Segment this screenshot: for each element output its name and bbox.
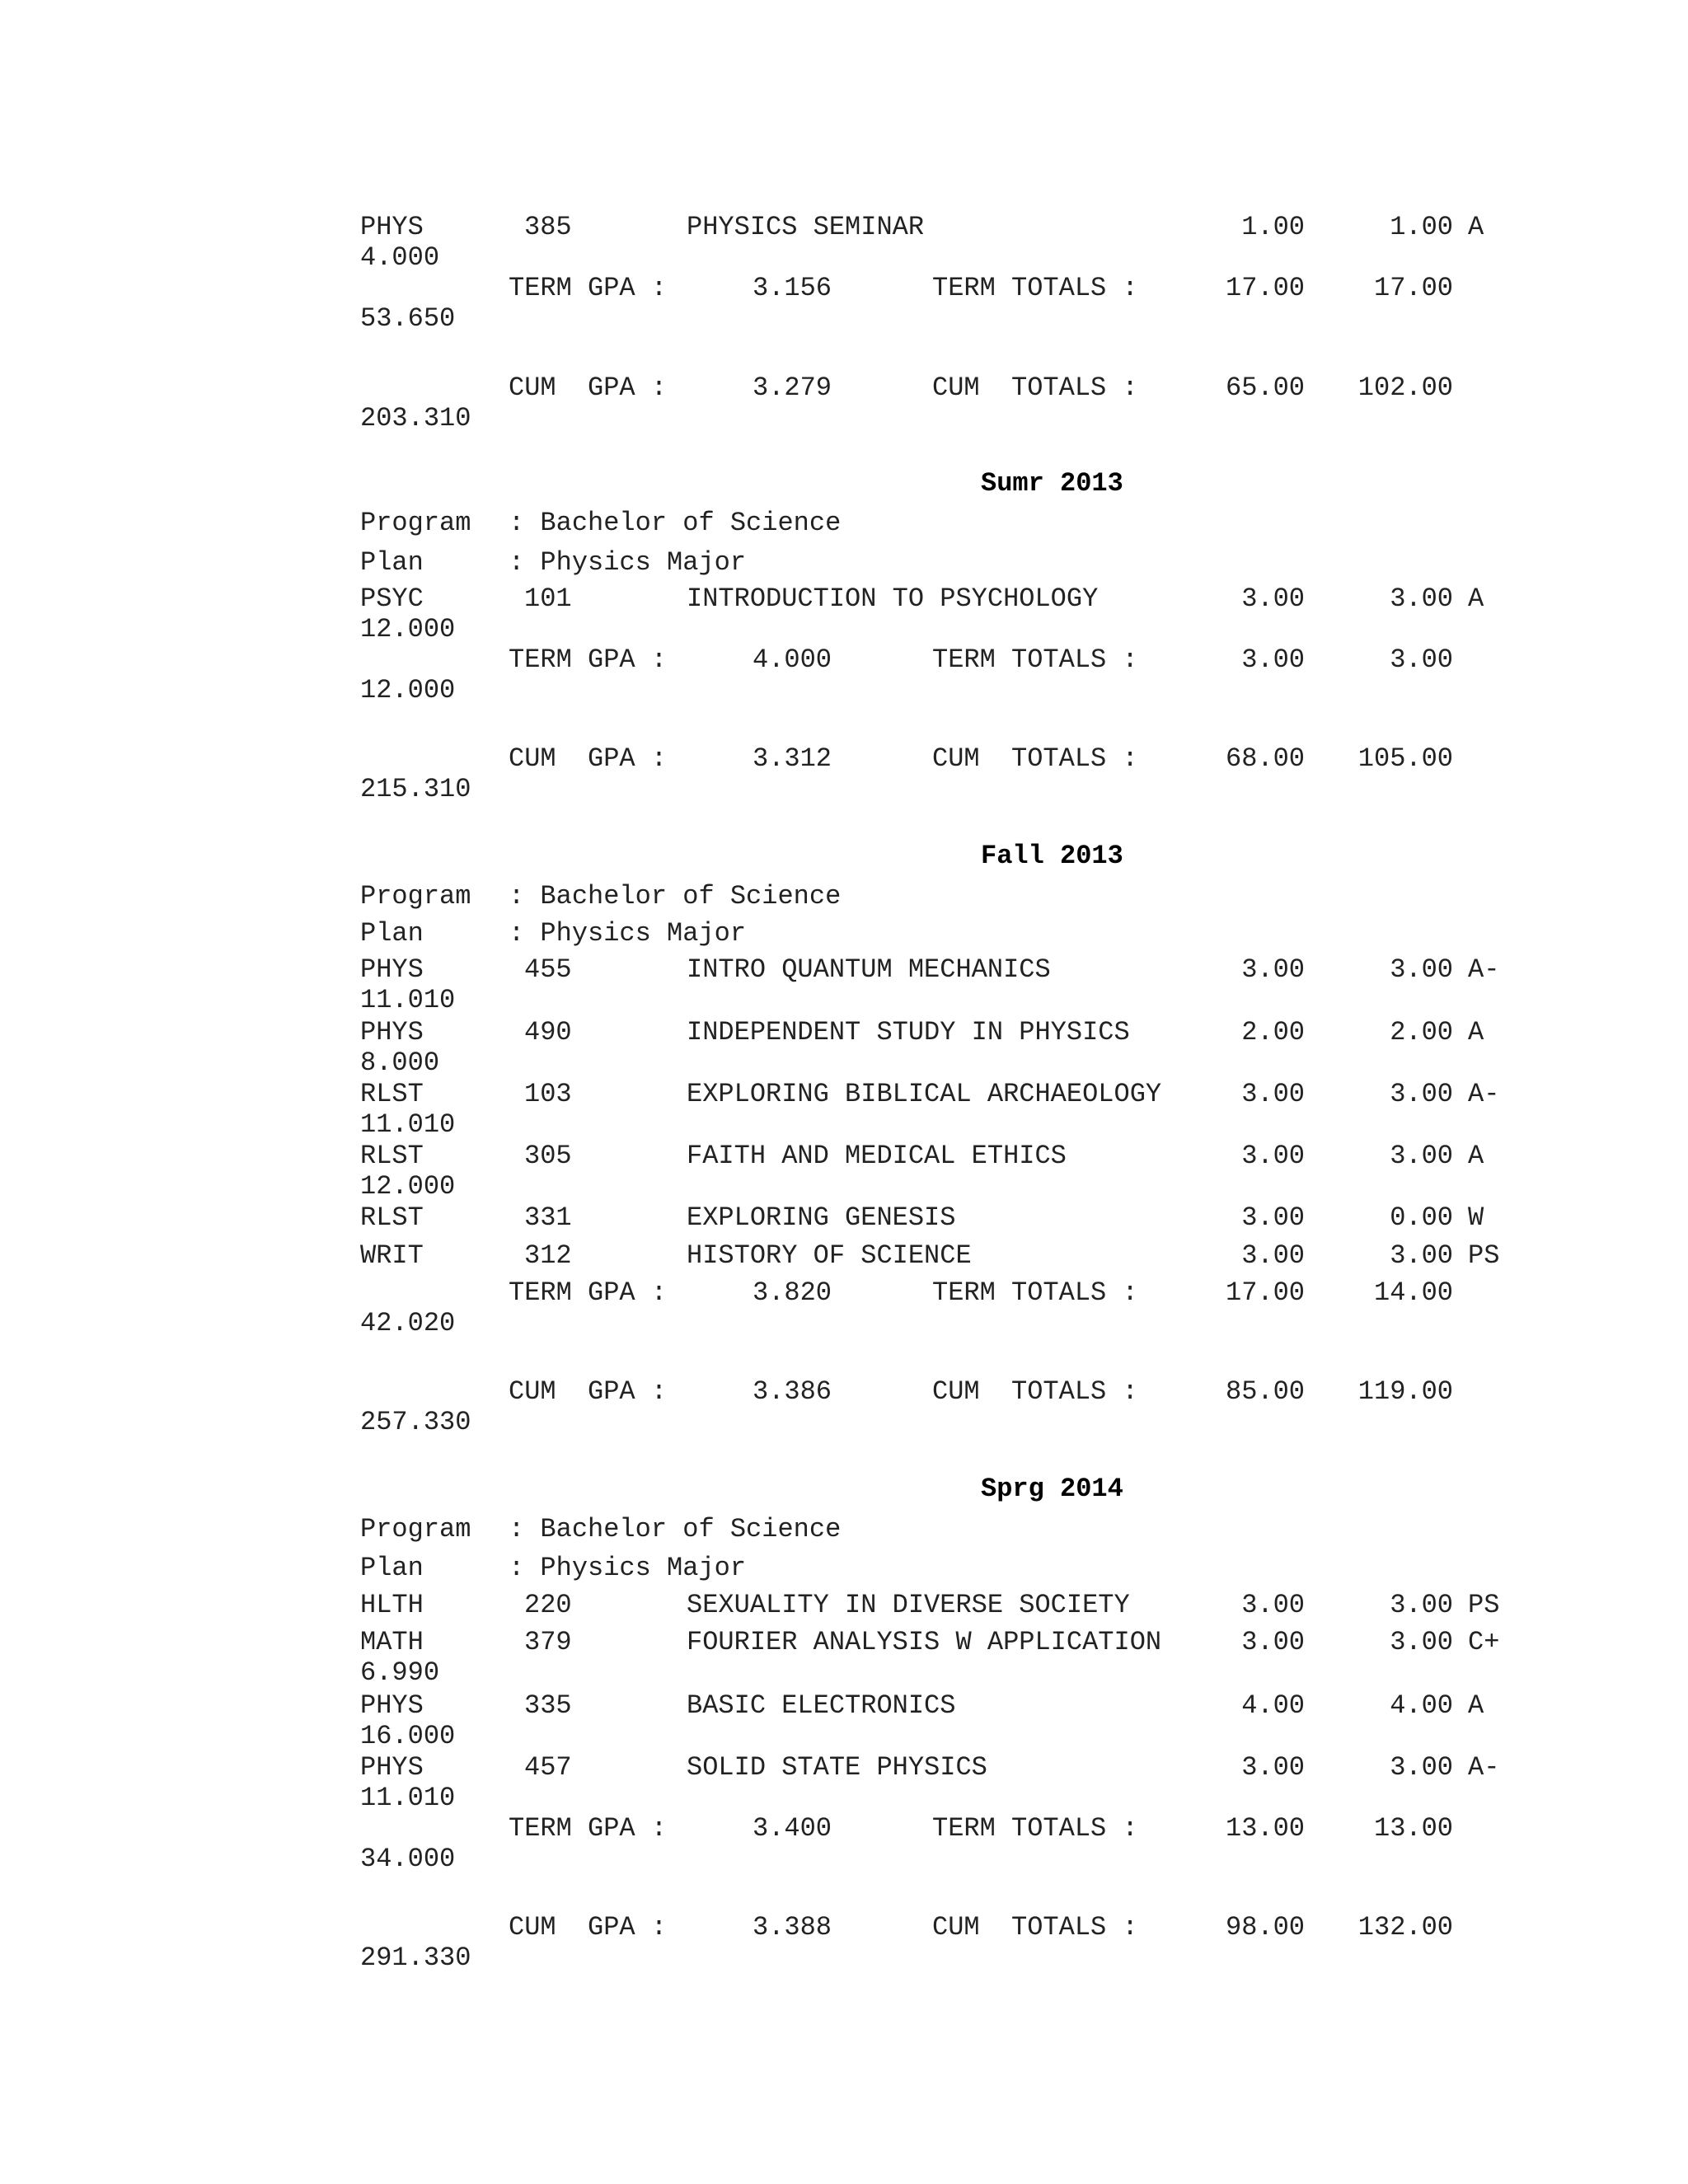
field-value: : Physics Major (509, 918, 747, 949)
attempted-units: 85.00 (1225, 1376, 1305, 1407)
grade-points: 291.330 (360, 1943, 471, 1973)
course-title: FAITH AND MEDICAL ETHICS (687, 1141, 1067, 1171)
grade: PS (1468, 1240, 1500, 1271)
grade-points: 34.000 (360, 1844, 456, 1874)
grade: A (1468, 583, 1484, 614)
course-title: INTRODUCTION TO PSYCHOLOGY (687, 583, 1099, 614)
course-title: SEXUALITY IN DIVERSE SOCIETY (687, 1590, 1130, 1620)
grade-points: 16.000 (360, 1721, 456, 1751)
earned-units: 3.00 (1390, 1141, 1453, 1171)
gpa-label: CUM GPA : (509, 373, 668, 403)
grade: A- (1468, 954, 1500, 985)
totals-label: TERM TOTALS : (932, 1813, 1138, 1844)
attempted-units: 3.00 (1241, 1202, 1305, 1233)
gpa-label: TERM GPA : (509, 644, 668, 675)
field-value: : Bachelor of Science (509, 1514, 842, 1544)
grade: A (1468, 1141, 1484, 1171)
course-title: SOLID STATE PHYSICS (687, 1752, 987, 1783)
grade: A (1468, 1017, 1484, 1047)
course-number: 101 (524, 583, 572, 614)
earned-units: 3.00 (1390, 1240, 1453, 1271)
grade-points: 4.000 (360, 242, 440, 273)
course-number: 379 (524, 1627, 572, 1657)
attempted-units: 4.00 (1241, 1690, 1305, 1721)
course-dept: PHYS (360, 212, 424, 242)
course-number: 335 (524, 1690, 572, 1721)
attempted-units: 2.00 (1241, 1017, 1305, 1047)
gpa-label: CUM GPA : (509, 743, 668, 774)
totals-label: CUM TOTALS : (932, 1376, 1138, 1407)
earned-units: 1.00 (1390, 212, 1453, 242)
grade: C+ (1468, 1627, 1500, 1657)
course-dept: PHYS (360, 1017, 424, 1047)
attempted-units: 3.00 (1241, 1141, 1305, 1171)
earned-units: 3.00 (1390, 583, 1453, 614)
earned-units: 132.00 (1357, 1912, 1453, 1943)
attempted-units: 3.00 (1241, 1590, 1305, 1620)
course-title: PHYSICS SEMINAR (687, 212, 925, 242)
course-number: 490 (524, 1017, 572, 1047)
gpa-label: TERM GPA : (509, 273, 668, 303)
attempted-units: 17.00 (1225, 1277, 1305, 1308)
course-dept: HLTH (360, 1590, 424, 1620)
earned-units: 119.00 (1357, 1376, 1453, 1407)
grade: A- (1468, 1079, 1500, 1109)
totals-label: TERM TOTALS : (932, 1277, 1138, 1308)
course-title: EXPLORING GENESIS (687, 1202, 956, 1233)
grade-points: 12.000 (360, 1171, 456, 1202)
earned-units: 14.00 (1373, 1277, 1453, 1308)
gpa-value: 3.386 (752, 1376, 832, 1407)
course-title: INTRO QUANTUM MECHANICS (687, 954, 1051, 985)
grade-points: 11.010 (360, 1109, 456, 1140)
course-dept: MATH (360, 1627, 424, 1657)
totals-label: CUM TOTALS : (932, 743, 1138, 774)
earned-units: 3.00 (1390, 1752, 1453, 1783)
grade-points: 42.020 (360, 1308, 456, 1338)
grade-points: 215.310 (360, 774, 471, 804)
course-title: HISTORY OF SCIENCE (687, 1240, 972, 1271)
attempted-units: 3.00 (1241, 954, 1305, 985)
field-value: : Bachelor of Science (509, 508, 842, 538)
course-title: BASIC ELECTRONICS (687, 1690, 956, 1721)
totals-label: TERM TOTALS : (932, 273, 1138, 303)
attempted-units: 65.00 (1225, 373, 1305, 403)
course-number: 455 (524, 954, 572, 985)
course-dept: WRIT (360, 1240, 424, 1271)
grade-points: 12.000 (360, 675, 456, 705)
course-number: 331 (524, 1202, 572, 1233)
earned-units: 105.00 (1357, 743, 1453, 774)
earned-units: 3.00 (1390, 1079, 1453, 1109)
course-dept: PSYC (360, 583, 424, 614)
grade-points: 203.310 (360, 403, 471, 434)
gpa-label: TERM GPA : (509, 1277, 668, 1308)
attempted-units: 68.00 (1225, 743, 1305, 774)
grade: A (1468, 1690, 1484, 1721)
course-dept: PHYS (360, 954, 424, 985)
attempted-units: 3.00 (1241, 1627, 1305, 1657)
field-value: : Physics Major (509, 1553, 747, 1583)
grade-points: 11.010 (360, 1783, 456, 1813)
grade: PS (1468, 1590, 1500, 1620)
course-dept: RLST (360, 1079, 424, 1109)
course-number: 103 (524, 1079, 572, 1109)
gpa-value: 3.156 (752, 273, 832, 303)
field-label: Plan (360, 918, 424, 949)
field-value: : Bachelor of Science (509, 881, 842, 912)
grade: W (1468, 1202, 1484, 1233)
attempted-units: 3.00 (1241, 1079, 1305, 1109)
course-number: 385 (524, 212, 572, 242)
earned-units: 102.00 (1357, 373, 1453, 403)
course-dept: RLST (360, 1202, 424, 1233)
gpa-value: 3.400 (752, 1813, 832, 1844)
course-number: 457 (524, 1752, 572, 1783)
attempted-units: 3.00 (1241, 583, 1305, 614)
gpa-label: TERM GPA : (509, 1813, 668, 1844)
field-label: Program (360, 1514, 471, 1544)
earned-units: 4.00 (1390, 1690, 1453, 1721)
term-heading: Sprg 2014 (981, 1474, 1123, 1504)
earned-units: 2.00 (1390, 1017, 1453, 1047)
gpa-value: 3.312 (752, 743, 832, 774)
earned-units: 3.00 (1390, 954, 1453, 985)
course-number: 305 (524, 1141, 572, 1171)
earned-units: 3.00 (1390, 644, 1453, 675)
course-dept: PHYS (360, 1690, 424, 1721)
gpa-label: CUM GPA : (509, 1912, 668, 1943)
grade: A (1468, 212, 1484, 242)
attempted-units: 13.00 (1225, 1813, 1305, 1844)
attempted-units: 3.00 (1241, 1752, 1305, 1783)
course-title: EXPLORING BIBLICAL ARCHAEOLOGY (687, 1079, 1162, 1109)
field-value: : Physics Major (509, 547, 747, 578)
field-label: Program (360, 508, 471, 538)
field-label: Plan (360, 547, 424, 578)
grade-points: 11.010 (360, 985, 456, 1015)
grade-points: 12.000 (360, 614, 456, 644)
gpa-label: CUM GPA : (509, 1376, 668, 1407)
course-title: FOURIER ANALYSIS W APPLICATION (687, 1627, 1162, 1657)
earned-units: 13.00 (1373, 1813, 1453, 1844)
totals-label: CUM TOTALS : (932, 373, 1138, 403)
earned-units: 17.00 (1373, 273, 1453, 303)
attempted-units: 3.00 (1241, 1240, 1305, 1271)
gpa-value: 3.388 (752, 1912, 832, 1943)
term-heading: Sumr 2013 (981, 468, 1123, 499)
grade-points: 53.650 (360, 303, 456, 334)
term-heading: Fall 2013 (981, 841, 1123, 871)
grade: A- (1468, 1752, 1500, 1783)
gpa-value: 3.279 (752, 373, 832, 403)
totals-label: TERM TOTALS : (932, 644, 1138, 675)
course-dept: RLST (360, 1141, 424, 1171)
attempted-units: 17.00 (1225, 273, 1305, 303)
earned-units: 3.00 (1390, 1590, 1453, 1620)
course-title: INDEPENDENT STUDY IN PHYSICS (687, 1017, 1130, 1047)
field-label: Program (360, 881, 471, 912)
grade-points: 8.000 (360, 1047, 440, 1078)
earned-units: 3.00 (1390, 1627, 1453, 1657)
attempted-units: 98.00 (1225, 1912, 1305, 1943)
earned-units: 0.00 (1390, 1202, 1453, 1233)
totals-label: CUM TOTALS : (932, 1912, 1138, 1943)
grade-points: 6.990 (360, 1657, 440, 1688)
attempted-units: 3.00 (1241, 644, 1305, 675)
course-number: 220 (524, 1590, 572, 1620)
gpa-value: 3.820 (752, 1277, 832, 1308)
gpa-value: 4.000 (752, 644, 832, 675)
attempted-units: 1.00 (1241, 212, 1305, 242)
field-label: Plan (360, 1553, 424, 1583)
course-dept: PHYS (360, 1752, 424, 1783)
course-number: 312 (524, 1240, 572, 1271)
grade-points: 257.330 (360, 1407, 471, 1437)
